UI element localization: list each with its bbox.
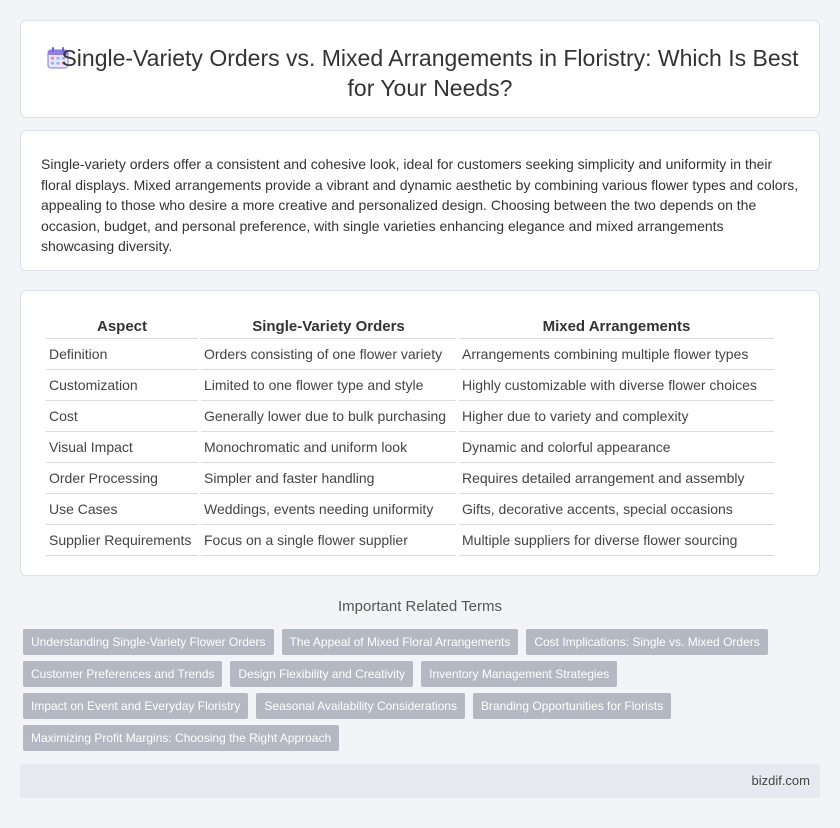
related-term-link[interactable]: The Appeal of Mixed Floral Arrangements [282,629,519,655]
table-row [46,525,774,556]
intro-card [20,130,820,271]
related-terms-heading: Important Related Terms [338,598,502,615]
related-term-link[interactable]: Seasonal Availability Considerations [256,693,465,719]
related-terms-list [23,629,783,751]
table-cell: Monochromatic and uniform look [201,432,456,463]
table-header-row [46,313,774,339]
table-row [46,370,774,401]
table-row [46,401,774,432]
header-aspect: Aspect [46,313,198,339]
table-row [46,463,774,494]
table-cell: Weddings, events needing uniformity [201,494,456,525]
related-term-link[interactable]: Branding Opportunities for Florists [473,693,671,719]
comparison-card [20,290,820,576]
table-cell: Highly customizable with diverse flower choices [459,370,774,401]
comparison-table [43,313,777,556]
intro-paragraph: Single-variety orders offer a consistent and cohesive look, ideal for customers seeking simplicity and uniformity in their floral displays. Mixed arrangements provide a vibrant and dynamic aesthetic by combining various flower types and colors, appealing to those who desire a more creative and personalized design. Choosing between the two depends on the occasion, budget, and personal preference, with single varieties enhancing elegance and mixed arrangements showcasing diversity. [41,156,799,254]
table-row [46,432,774,463]
table-cell: Orders consisting of one flower variety [201,339,456,370]
page-title: Single-Variety Orders vs. Mixed Arrangements in Floristry: Which Is Best for Your Needs? [61,45,799,101]
table-cell: Focus on a single flower supplier [201,525,456,556]
related-term-link[interactable]: Understanding Single-Variety Flower Orders [23,629,274,655]
footer [20,764,820,798]
table-cell: Customization [46,370,198,401]
related-term-link[interactable]: Maximizing Profit Margins: Choosing the Right Approach [23,725,339,751]
table-cell: Higher due to variety and complexity [459,401,774,432]
table-cell: Dynamic and colorful appearance [459,432,774,463]
related-term-link[interactable]: Impact on Event and Everyday Floristry [23,693,248,719]
related-term-link[interactable]: Cost Implications: Single vs. Mixed Orders [526,629,767,655]
table-cell: Definition [46,339,198,370]
table-cell: Limited to one flower type and style [201,370,456,401]
table-cell: Generally lower due to bulk purchasing [201,401,456,432]
header-single-variety: Single-Variety Orders [201,313,456,339]
table-cell: Requires detailed arrangement and assembly [459,463,774,494]
table-cell: Simpler and faster handling [201,463,456,494]
table-cell: Order Processing [46,463,198,494]
title-card [20,20,820,118]
table-cell: Gifts, decorative accents, special occasions [459,494,774,525]
table-cell: Multiple suppliers for diverse flower sourcing [459,525,774,556]
table-row [46,339,774,370]
related-term-link[interactable]: Inventory Management Strategies [421,661,617,687]
table-cell: Use Cases [46,494,198,525]
site-link[interactable]: bizdif.com [751,773,810,788]
related-term-link[interactable]: Customer Preferences and Trends [23,661,222,687]
header-mixed: Mixed Arrangements [459,313,774,339]
related-term-link[interactable]: Design Flexibility and Creativity [230,661,413,687]
table-cell: Cost [46,401,198,432]
table-cell: Arrangements combining multiple flower types [459,339,774,370]
table-row [46,494,774,525]
table-cell: Supplier Requirements [46,525,198,556]
table-cell: Visual Impact [46,432,198,463]
